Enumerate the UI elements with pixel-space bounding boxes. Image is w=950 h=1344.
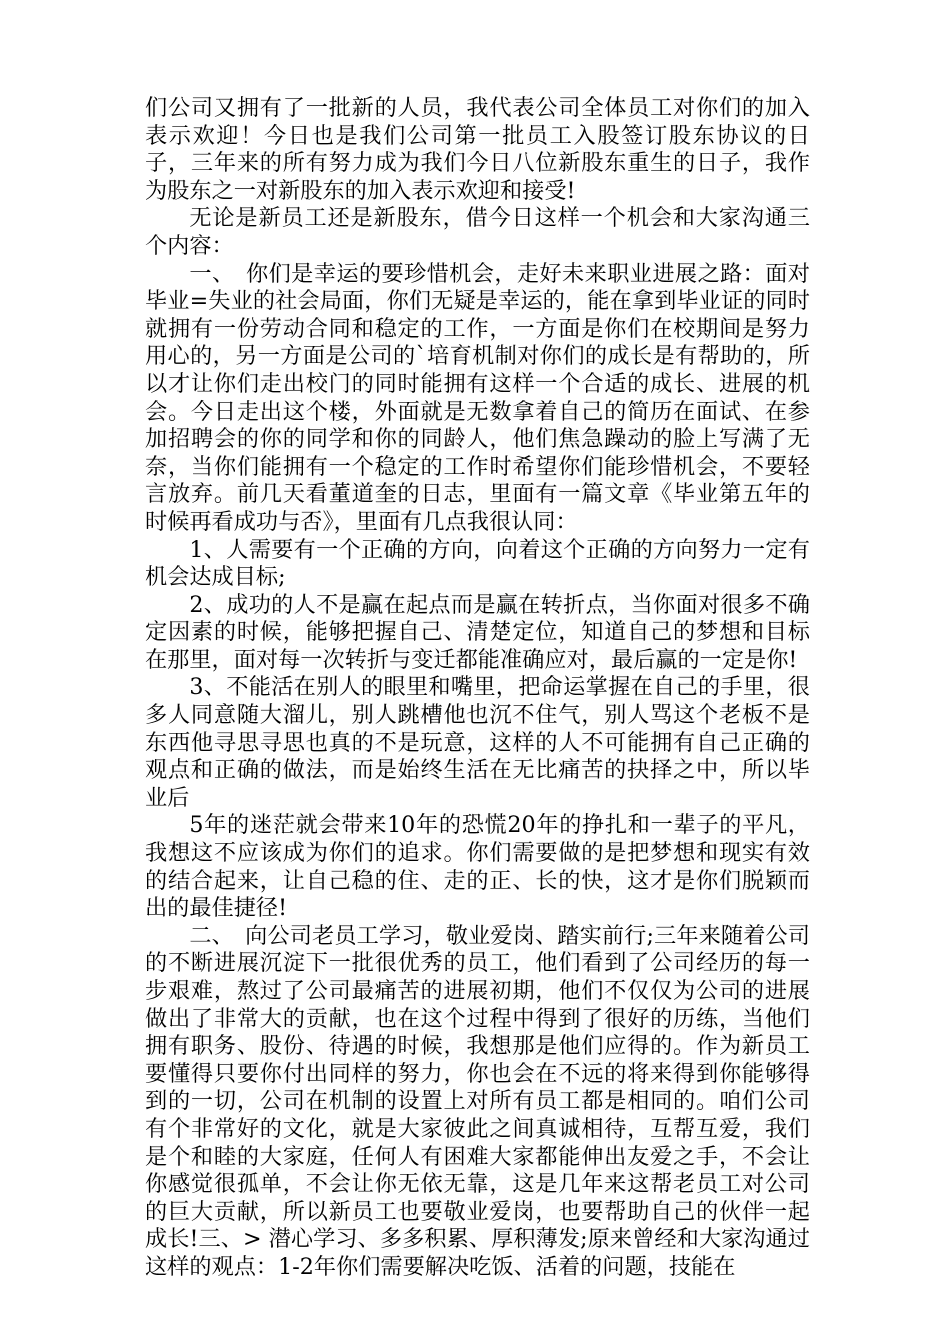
paragraph: 们公司又拥有了一批新的人员，我代表公司全体员工对你们的加入表示欢迎！今日也是我们公司第一批员工入股签订股东协议的日子，三年来的所有努力成为我们今日八位新股东重生的日子，我作为股东之一对新股东的加入表示欢迎和接受!	[145, 95, 810, 204]
paragraph: 无论是新员工还是新股东，借今日这样一个机会和大家沟通三个内容：	[145, 205, 810, 259]
paragraph: 二、 向公司老员工学习，敬业爱岗、踏实前行;三年来随着公司的不断进展沉淀下一批很优秀的员工，他们看到了公司经历的每一步艰难，熬过了公司最痛苦的进展初期，他们不仅仅为公司的进展做出了非常大的贡献，也在这个过程中得到了很好的历练，当他们拥有职务、股份、待遇的时候，我想那是他们应得的。作为新员工要懂得只要你付出同样的努力，你也会在不远的将来得到你能够得到的一切，公司在机制的设置上对所有员工都是相同的。咱们公司有个非常好的文化，就是大家彼此之间真诚相待，互帮互爱，我们是个和睦的大家庭，任何人有困难大家都能伸出友爱之手，不会让你感觉很孤单，不会让你无依无靠，这是几年来这帮老员工对公司的巨大贡献，所以新员工也要敬业爱岗，也要帮助自己的伙伴一起成长!三、> 潜心学习、多多积累、厚积薄发;原来曾经和大家沟通过这样的观点：1-2年你们需要解决吃饭、活着的问题，技能在	[145, 922, 810, 1280]
paragraph: 2、成功的人不是赢在起点而是赢在转折点，当你面对很多不确定因素的时候，能够把握自己、清楚定位，知道自己的梦想和目标在那里，面对每一次转折与变迁都能准确应对，最后赢的一定是你!	[145, 591, 810, 673]
paragraph: 3、不能活在别人的眼里和嘴里，把命运掌握在自己的手里，很多人同意随大溜儿，别人跳槽他也沉不住气，别人骂这个老板不是东西他寻思寻思也真的不是玩意，这样的人不可能拥有自己正确的观点和正确的做法，而是始终生活在无比痛苦的抉择之中，所以毕业后	[145, 674, 810, 811]
paragraph: 5年的迷茫就会带来10年的恐慌20年的挣扎和一辈子的平凡，我想这不应该成为你们的追求。你们需要做的是把梦想和现实有效的结合起来，让自己稳的住、走的正、长的快，这才是你们脱颖而出的最佳捷径!	[145, 812, 810, 922]
paragraph: 1、人需要有一个正确的方向，向着这个正确的方向努力一定有机会达成目标;	[145, 536, 810, 591]
document-body	[145, 95, 810, 1282]
paragraph: 一、 你们是幸运的要珍惜机会，走好未来职业进展之路：面对毕业=失业的社会局面，你们无疑是幸运的，能在拿到毕业证的同时就拥有一份劳动合同和稳定的工作，一方面是你们在校期间是努力用心的，另一方面是公司的`培育机制对你们的成长是有帮助的，所以才让你们走出校门的同时能拥有这样一个合适的成长、进展的机会。今日走出这个楼，外面就是无数拿着自己的简历在面试、在参加招聘会的你的同学和你的同龄人，他们焦急躁动的脸上写满了无奈，当你们能拥有一个稳定的工作时希望你们能珍惜机会，不要轻言放弃。前几天看董道奎的日志，里面有一篇文章《毕业第五年的时候再看成功与否》，里面有几点我很认同：	[145, 260, 810, 535]
